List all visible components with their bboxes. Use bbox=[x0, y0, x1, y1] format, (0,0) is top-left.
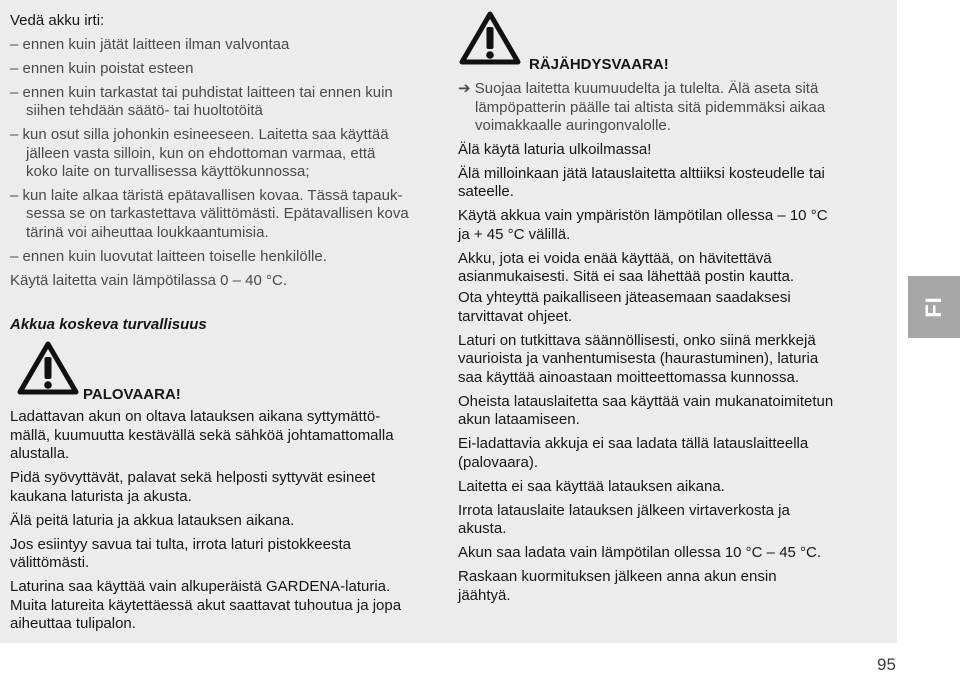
text-line: Akku, jota ei voida enää käyttää, on hävitettävä bbox=[458, 250, 772, 267]
text-line: jälleen vasta silloin, kun on ehdottoman varmaa, että bbox=[26, 145, 376, 162]
text-line: Laitetta ei saa käyttää latauksen aikana. bbox=[458, 478, 725, 495]
text-line: tärinä voi aiheuttaa loukkaantumisia. bbox=[26, 224, 269, 241]
text-line: akun lataamiseen. bbox=[458, 411, 580, 428]
text-line: Muita latureita käytettäessä akut saattavat tuhoutua ja jopa bbox=[10, 597, 402, 614]
text-line: akusta. bbox=[458, 520, 507, 537]
text-line: – kun laite alkaa täristä epätavallisen kovaa. Tässä tapauk- bbox=[10, 187, 403, 204]
text-line: kaukana laturista ja akusta. bbox=[10, 488, 192, 505]
text-line: Jos esiintyy savua tai tulta, irrota laturi pistokkeesta bbox=[10, 536, 351, 553]
text-line: – ennen kuin luovutat laitteen toiselle henkilölle. bbox=[10, 248, 327, 265]
text-line: Käytä laitetta vain lämpötilassa 0 – 40 °C. bbox=[10, 272, 287, 289]
text-line: mällä, kuumuutta kestävällä sekä sähköä johtamattomalla bbox=[10, 427, 394, 444]
text-line: siihen tehdään säätö- tai huoltotöitä bbox=[26, 102, 263, 119]
text-line: Älä peitä laturia ja akkua latauksen aikana. bbox=[10, 512, 295, 529]
text-line: (palovaara). bbox=[458, 454, 539, 471]
text-line: Pidä syövyttävät, palavat sekä helposti syttyvät esineet bbox=[10, 469, 376, 486]
text-line: ➔ Suojaa laitetta kuumuudelta ja tulelta. Älä aseta sitä bbox=[458, 80, 819, 97]
warning-triangle-icon bbox=[458, 10, 522, 66]
text-line: Ei-ladattavia akkuja ei saa ladata tällä latauslaitteella bbox=[458, 435, 809, 452]
fire-warning-title: PALOVAARA! bbox=[83, 386, 181, 403]
text-line: koko laite on turvallisessa käyttökunnossa; bbox=[26, 163, 310, 180]
page-number: 95 bbox=[877, 655, 896, 674]
text-line: – kun osut silla johonkin esineeseen. Laitetta saa käyttää bbox=[10, 126, 389, 143]
text-line: välittömästi. bbox=[10, 554, 90, 571]
text-line: ja + 45 °C välillä. bbox=[458, 226, 571, 243]
explosion-warning-title: RÄJÄHDYSVAARA! bbox=[529, 56, 669, 73]
text-line: – ennen kuin jätät laitteen ilman valvontaa bbox=[10, 36, 290, 53]
text-line: Ota yhteyttä paikalliseen jäteasemaan saadaksesi bbox=[458, 289, 791, 306]
warning-triangle-icon bbox=[16, 340, 80, 396]
text-line: Käytä akkua vain ympäristön lämpötilan ollessa – 10 °C bbox=[458, 207, 828, 224]
text-line: Oheista latauslaitetta saa käyttää vain mukanatoimitetun bbox=[458, 393, 834, 410]
language-tab bbox=[908, 276, 960, 338]
text-line: – ennen kuin poistat esteen bbox=[10, 60, 194, 77]
text-line: vaurioista ja vanhentumisesta (haurastuminen), laturia bbox=[458, 350, 819, 367]
text-line: Akun saa ladata vain lämpötilan ollessa 10 °C – 45 °C. bbox=[458, 544, 822, 561]
text-line: tarvittavat ohjeet. bbox=[458, 308, 573, 325]
language-tab-label: FI bbox=[921, 296, 946, 318]
text-line: – ennen kuin tarkastat tai puhdistat laitteen tai ennen kuin bbox=[10, 84, 393, 101]
text-line: Raskaan kuormituksen jälkeen anna akun ensin bbox=[458, 568, 777, 585]
text-line: Älä milloinkaan jätä latauslaitetta alttiiksi kosteudelle tai bbox=[458, 165, 825, 182]
text-line: asianmukaisesti. Sitä ei saa lähettää postin kautta. bbox=[458, 268, 795, 285]
text-line: sessa se on tarkastettava välittömästi. Epätavallisen kova bbox=[26, 205, 409, 222]
text-line: saa käyttää ainoastaan moitteettomassa kunnossa. bbox=[458, 369, 800, 386]
text-line: Älä käytä laturia ulkoilmassa! bbox=[458, 141, 652, 158]
text-line: jäähtyä. bbox=[458, 587, 511, 604]
text-line: lämpöpatterin päälle tai altista sitä pidemmäksi aikaa bbox=[475, 99, 826, 116]
text-line: voimakkaalle auringonvalolle. bbox=[475, 117, 671, 134]
text-line: Ladattavan akun on oltava latauksen aikana syttymättö- bbox=[10, 408, 381, 425]
text-line: Irrota latauslaite latauksen jälkeen virtaverkosta ja bbox=[458, 502, 790, 519]
text-line: Vedä akku irti: bbox=[10, 12, 105, 29]
text-line: aiheuttaa tulipalon. bbox=[10, 615, 136, 632]
text-line: alustalla. bbox=[10, 445, 70, 462]
section-title: Akkua koskeva turvallisuus bbox=[10, 316, 207, 333]
text-line: Laturi on tutkittava säännöllisesti, onko siinä merkkejä bbox=[458, 332, 816, 349]
text-line: sateelle. bbox=[458, 183, 514, 200]
text-line: Laturina saa käyttää vain alkuperäistä GARDENA-laturia. bbox=[10, 578, 391, 595]
